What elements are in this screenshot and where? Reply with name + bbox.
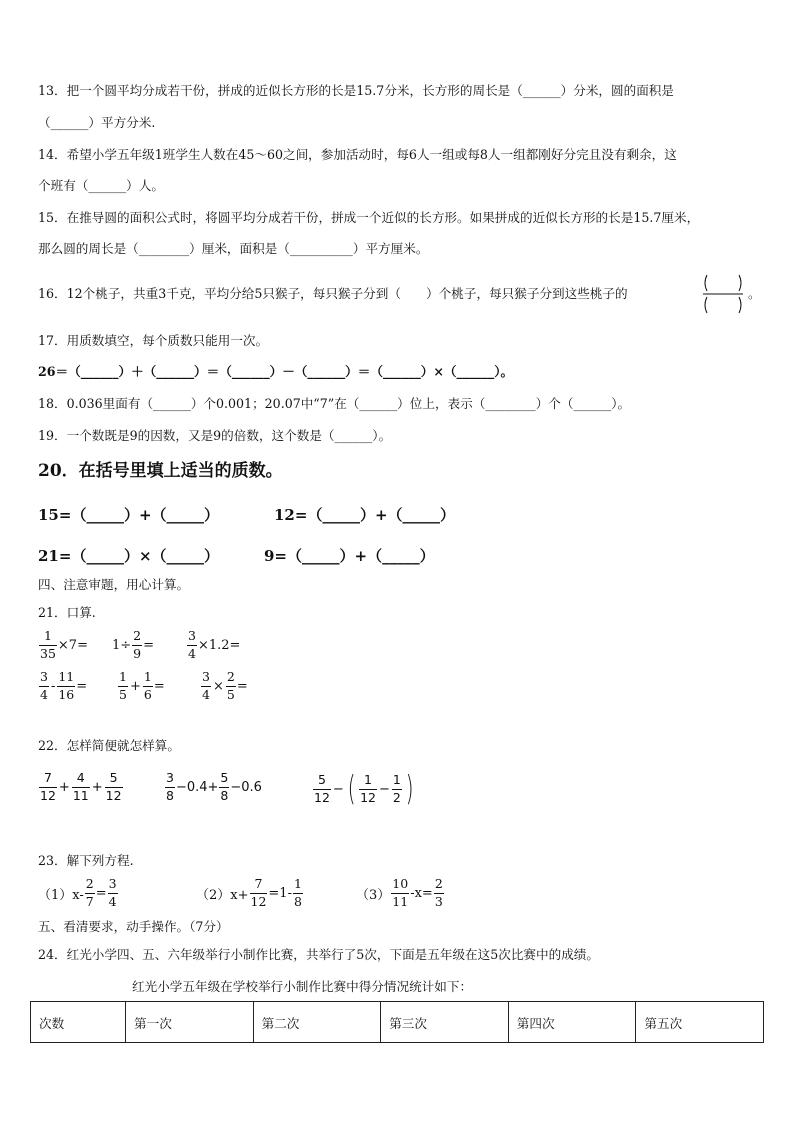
- q20-title: 20．在括号里填上适当的质数。: [38, 461, 283, 481]
- q13-line2: （______）平方分米.: [38, 115, 156, 130]
- q16-text: 16．12个桃子，共重3千克，平均分给5只猴子，每只猴子分到（ ）个桃子，每只猴子分到这些桃子的: [38, 286, 628, 301]
- q19-text: 19．一个数既是9的因数，又是9的倍数，这个数是（______）。: [38, 428, 392, 443]
- q20-row1-left: 15=（_____）+（_____）: [38, 506, 220, 524]
- blank-fraction: [701, 271, 745, 317]
- q21-expr-c: $\frac{3}{4}$ ×1.2=: [188, 628, 241, 661]
- q21-expr-b: 1÷ $\frac{2}{9}$ =: [112, 628, 155, 661]
- table-header-cell: 第二次: [253, 1002, 381, 1043]
- score-table: [30, 1001, 764, 1043]
- table-header-cell: 次数: [31, 1002, 126, 1043]
- table-header-cell: 第一次: [126, 1002, 254, 1043]
- q20-row2-left: 21=（_____）×（_____）: [38, 547, 220, 565]
- q14-line2: 个班有（______）人。: [38, 178, 164, 193]
- q15-line1: 15．在推导圆的面积公式时，将圆平均分成若干份，拼成一个近似的长方形。如果拼成的近似长方形的长是15.7厘米，: [38, 210, 700, 225]
- q23-title: 23．解下列方程.: [38, 853, 134, 868]
- q23-eq-3: （3） $\frac{10}{11}$ -x= $\frac{2}{3}$: [356, 876, 443, 909]
- q21-expr-d: $\frac{3}{4}$ - $\frac{11}{16}$ =: [40, 669, 88, 702]
- q17-line2: 26＝（______）＋（______）＝（______）－（______）＝（______）×（______）。: [38, 364, 514, 379]
- q23-eq-1: （1）x- $\frac{2}{7}$ = $\frac{3}{4}$: [38, 876, 117, 909]
- q21-expr-f: $\frac{3}{4}$ × $\frac{2}{5}$ =: [202, 669, 248, 702]
- q22-expr-3: $\frac{5}{12}$ − ( $\frac{1}{12}$ − $\frac{1}{2}$ ): [314, 769, 414, 809]
- q15-line2: 那么圆的周长是（________）厘米，面积是（__________）平方厘米。: [38, 241, 429, 256]
- q24-table-caption: 红光小学五年级在学校举行小制作比赛中得分情况统计如下：: [132, 979, 473, 994]
- q22-expr-2: $\frac{3}{8}$ −0.4+ $\frac{5}{8}$ −0.6: [166, 770, 262, 803]
- q17-line1: 17．用质数填空，每个质数只能用一次。: [38, 333, 269, 348]
- q20-row2-right: 9=（_____）+（_____）: [264, 547, 435, 565]
- q21-title: 21．口算.: [38, 605, 96, 620]
- section-4-title: 四、注意审题，用心计算。: [38, 577, 190, 592]
- q14-line1: 14．希望小学五年级1班学生人数在45～60之间，参加活动时，每6人一组或每8人一组都刚好分完且没有剩余，这: [38, 147, 677, 162]
- table-row: [31, 1002, 764, 1043]
- q18-text: 18．0.036里面有（______）个0.001；20.07中“7”在（______）位上，表示（________）个（______）。: [38, 396, 631, 411]
- q13-line1: 13．把一个圆平均分成若干份，拼成的近似长方形的长是15.7分米，长方形的周长是（______）分米，圆的面积是: [38, 83, 674, 98]
- q21-expr-a: $\frac{1}{35}$ ×7=: [40, 628, 88, 661]
- table-header-cell: 第五次: [636, 1002, 764, 1043]
- q20-row1-right: 12=（_____）+（_____）: [274, 506, 456, 524]
- table-header-cell: 第四次: [508, 1002, 636, 1043]
- q22-title: 22．怎样简便就怎样算。: [38, 738, 180, 753]
- table-header-cell: 第三次: [381, 1002, 509, 1043]
- q23-eq-2: （2）x+ $\frac{7}{12}$ =1- $\frac{1}{8}$: [196, 876, 302, 909]
- q24-text: 24．红光小学四、五、六年级举行小制作比赛，共举行了5次，下面是五年级在这5次比赛中的成绩。: [38, 947, 599, 962]
- q22-expr-1: $\frac{7}{12}$ + $\frac{4}{11}$ + $\frac{5}{12}$: [40, 770, 122, 803]
- q21-expr-e: $\frac{1}{5}$ + $\frac{1}{6}$ =: [119, 669, 165, 702]
- q16-end: 。: [748, 286, 761, 301]
- section-5-title: 五、看清要求，动手操作。（7分）: [38, 919, 229, 934]
